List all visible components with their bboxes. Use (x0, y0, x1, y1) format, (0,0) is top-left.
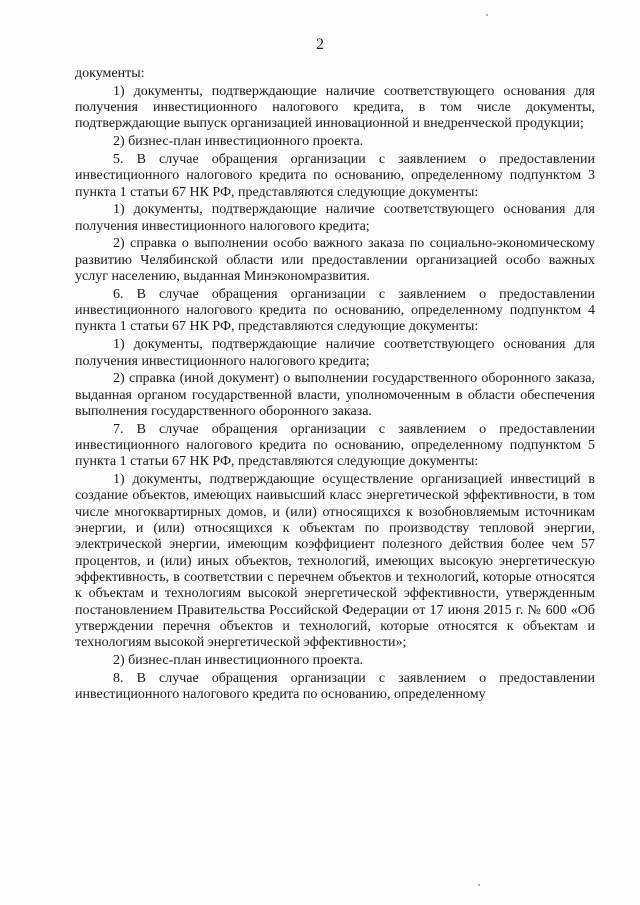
scan-speck (486, 14, 488, 16)
paragraph-clause-6: 6. В случае обращения организации с заявлением о предоставлении инвестиционного налогового кредита по основанию, определенному подпунктом 4 пункта 1 статьи 67 НК РФ, представляются следующие документы: (75, 286, 595, 335)
paragraph-clause-8: 8. В случае обращения организации с заявлением о предоставлении инвестиционного налогового кредита по основанию, определенному (75, 670, 595, 702)
paragraph-item-2: 2) справка (иной документ) о выполнении государственного оборонного заказа, выданная органом государственной власти, уполномоченным в области обеспечения выполнения государственного оборонного заказа. (75, 371, 595, 419)
paragraph-item-1: 1) документы, подтверждающие наличие соответствующего основания для получения инвестиционного налогового кредита, в том числе документы, подтверждающие выпуск организацией инновационной и внедренческой продукции; (75, 83, 595, 132)
paragraph-item-1: 1) документы, подтверждающие осуществление организацией инвестиций в создание объектов, имеющих наивысший класс энергетической эффективности, в том числе многоквартирных домов, и (или) относящихся к возобновляемым источникам энергии, и (или) относящихся к объектам по производству тепловой энергии, электрической энергии, имеющим коэффициент полезного действия более чем 57 процентов, и (или) иных объектов, технологий, имеющих высокую энергетическую эффективность, в соответствии с перечнем объектов и технологий, которые относятся к объектам и технологиям высокой энергетической эффективности, утвержденным постановлением Правительства Российской Федерации от 17 июня 2015 г. № 600 «Об утверждении перечня объектов и технологий, которые относятся к объектам и технологиям высокой энергетической эффективности»; (75, 472, 595, 651)
paragraph-clause-7: 7. В случае обращения организации с заявлением о предоставлении инвестиционного налогового кредита по основанию, определенному подпунктом 5 пункта 1 статьи 67 НК РФ, представляются следующие документы: (75, 421, 595, 470)
paragraph-item-2: 2) справка о выполнении особо важного заказа по социально-экономическому развитию Челябинской области или предоставлении организацией особо важных услуг населению, выданная Минэкономразвития. (75, 236, 595, 285)
paragraph-item-1: 1) документы, подтверждающие наличие соответствующего основания для получения инвестиционного налогового кредита; (75, 202, 595, 234)
scan-speck (478, 884, 480, 886)
paragraph-clause-5: 5. В случае обращения организации с заявлением о предоставлении инвестиционного налогового кредита по основанию, определенному подпунктом 3 пункта 1 статьи 67 НК РФ, представляются следующие документы: (75, 151, 595, 200)
paragraph-item-2: 2) бизнес-план инвестиционного проекта. (113, 652, 364, 668)
paragraph-item-2: 2) бизнес-план инвестиционного проекта. (113, 134, 364, 150)
paragraph-item-1: 1) документы, подтверждающие наличие соответствующего основания для получения инвестиционного налогового кредита; (75, 337, 595, 369)
page-number: 2 (316, 36, 324, 53)
paragraph-continuation: документы: (75, 66, 145, 81)
document-body (75, 66, 595, 705)
